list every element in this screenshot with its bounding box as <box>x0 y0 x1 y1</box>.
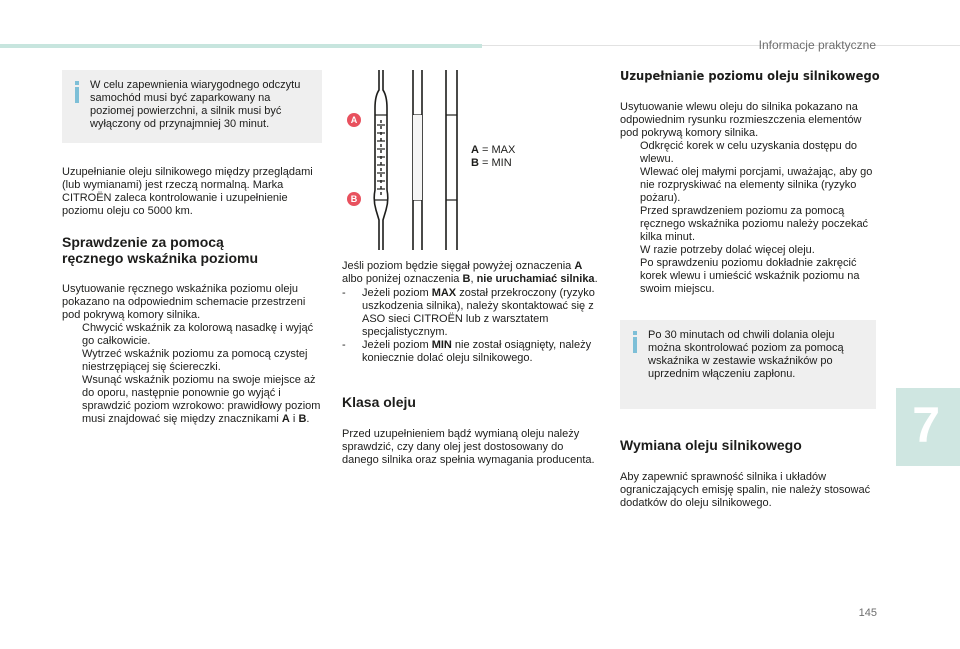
dipstick-heading <box>62 234 322 266</box>
text: albo poniżej oznaczenia <box>342 273 463 285</box>
text: . <box>594 273 598 285</box>
oil-change-body: Aby zapewnić sprawność silnika i układów ograniczających emisję spalin, nie należy stosować dodatków do oleju silnikowego. <box>620 471 871 509</box>
list-item <box>620 205 876 244</box>
header-rule <box>482 45 960 46</box>
list-item <box>342 339 600 365</box>
step-text: W razie potrzeby dolać więcej oleju. <box>640 244 815 256</box>
section-title: Informacje praktyczne <box>758 38 876 52</box>
step-text: Odkręcić korek w celu uzyskania dostępu do wlewu. <box>640 140 858 165</box>
step-text: Chwycić wskaźnik za kolorową nasadkę i wyjąć go całkowicie. <box>82 322 314 347</box>
topup-heading: Uzupełnianie poziomu oleju silnikowego <box>620 68 880 83</box>
level-max: MAX <box>431 287 457 299</box>
dipstick-heading-line1: Sprawdzenie za pomocą <box>62 234 224 250</box>
level-min: MIN <box>431 339 452 351</box>
list-item <box>620 140 876 166</box>
dash-marker: - <box>342 339 346 351</box>
info-note <box>62 70 322 143</box>
info-icon <box>73 81 83 103</box>
dipstick-heading-line2: ręcznego wskaźnika poziomu <box>62 250 259 266</box>
left-column <box>62 70 322 426</box>
text: Jeśli poziom będzie sięgał powyżej oznaczenia <box>342 260 575 272</box>
period: . <box>306 413 310 425</box>
right-column <box>620 68 880 510</box>
dipstick-body: Usytuowanie ręcznego wskaźnika poziomu oleju pokazano na odpowiednim schemacie przestrzeni pod pokrywą komory silnika. <box>62 283 306 321</box>
list-item <box>620 244 876 257</box>
list-item <box>342 287 600 339</box>
step-text: Wlewać olej małymi porcjami, uważając, aby go nie rozpryskiwać na elementy silnika (ryzyko pożaru). <box>640 166 873 204</box>
info-note <box>620 320 876 409</box>
step-text: Wsunąć wskaźnik poziomu na swoje miejsce aż do oporu, następnie ponownie go wyjąć i sprawdzić poziom wzrokowo: prawidłowy poziom musi znajdować się między znacznikami <box>82 374 321 425</box>
info-icon <box>631 331 641 353</box>
text: , <box>470 273 477 285</box>
list-item <box>620 166 876 205</box>
mark-b: B <box>298 413 307 425</box>
marker-a: A <box>347 113 361 127</box>
oil-change-heading: Wymiana oleju silnikowego <box>620 437 802 453</box>
warning-bold: nie uruchamiać silnika <box>476 273 595 285</box>
dipstick-figure <box>340 70 580 250</box>
legend-key: A <box>471 144 479 156</box>
legend-value: = MAX <box>478 144 516 156</box>
legend-min <box>471 157 515 170</box>
chapter-number: 7 <box>912 397 940 453</box>
step-text: Wytrzeć wskaźnik poziomu za pomocą czystej niestrzępiącej się ściereczki. <box>82 348 308 373</box>
step-text: Po sprawdzeniu poziomu dokładnie zakręcić korek wlewu i umieścić wskaźnik poziomu na swoim miejscu. <box>640 257 860 295</box>
marker-b: B <box>347 192 361 206</box>
conjunction: i <box>289 413 299 425</box>
legend-key: B <box>471 157 479 169</box>
mark-a: A <box>281 413 290 425</box>
mark-a: A <box>574 260 583 272</box>
page-number: 145 <box>858 607 877 619</box>
list-item <box>62 348 322 374</box>
step-text: Przed sprawdzeniem poziomu za pomocą ręcznego wskaźnika poziomu należy poczekać kilka minut. <box>640 205 869 243</box>
text: został przekroczony (ryzyko uszkodzenia silnika), należy skontaktować się z ASO sieci CITROËN lub z warsztatem specjalistycznym. <box>362 287 595 338</box>
mark-b: B <box>462 273 471 285</box>
list-item <box>62 322 322 348</box>
dash-marker: - <box>342 287 346 299</box>
list-item <box>62 374 322 426</box>
topup-body: Usytuowanie wlewu oleju do silnika pokazano na odpowiednim rysunku rozmieszczenia elementów pod pokrywą komory silnika. <box>620 101 862 139</box>
middle-column <box>342 260 600 467</box>
legend-value: = MIN <box>478 157 512 169</box>
text: Jeżeli poziom <box>362 287 432 299</box>
oil-grade-body: Przed uzupełnieniem bądź wymianą oleju należy sprawdzić, czy dany olej jest dostosowany do danego silnika oraz spełnia wymagania producenta. <box>342 428 595 466</box>
text: Jeżeli poziom <box>362 339 432 351</box>
list-item <box>620 257 876 296</box>
text: nie został osiągnięty, należy koniecznie dolać oleju silnikowego. <box>362 339 592 364</box>
figure-legend <box>471 144 515 170</box>
oil-grade-heading: Klasa oleju <box>342 394 416 410</box>
header-accent-bar <box>0 44 482 48</box>
legend-max <box>471 144 515 157</box>
intro-paragraph: Uzupełnianie oleju silnikowego między przeglądami (lub wymianami) jest rzeczą normalną. Marka CITROËN zaleca kontrolowanie i uzupełnienie poziomu oleju co 5000 km. <box>62 166 313 217</box>
info-note-text: W celu zapewnienia wiarygodnego odczytu samochód musi być zaparkowany na poziomej powierzchni, a silnik musi być wyłączony od przynajmniej 30 minut. <box>90 79 301 130</box>
warning-paragraph <box>342 260 600 286</box>
dipstick-illustration <box>340 70 580 250</box>
info-note-text: Po 30 minutach od chwili dolania oleju można skontrolować poziom za pomocą wskaźnika w zestawie wskaźników po uprzednim włączeniu zapłonu. <box>648 329 844 380</box>
